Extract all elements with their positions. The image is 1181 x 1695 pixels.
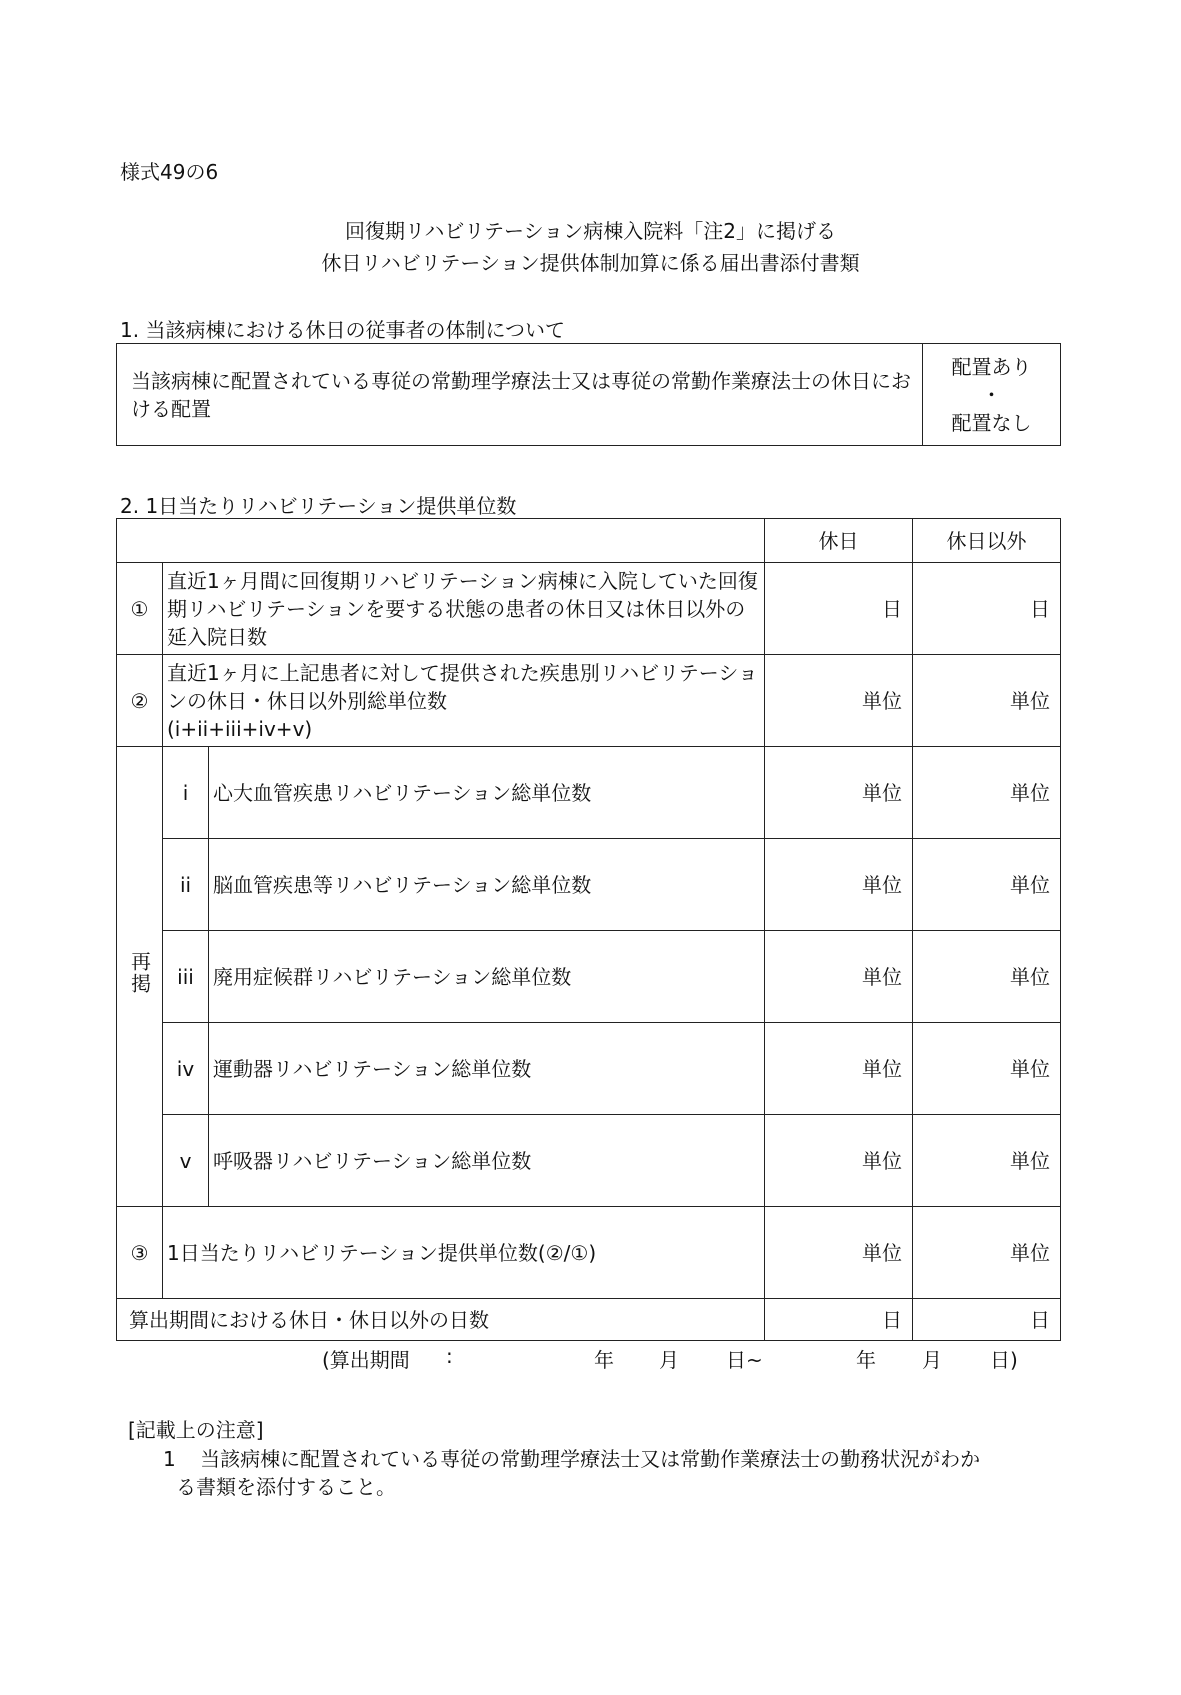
- sub5-holiday-unit: 単位: [862, 1148, 902, 1173]
- sub3-non-holiday-input[interactable]: [913, 931, 1061, 1023]
- sub1-holiday-unit: 単位: [862, 780, 902, 805]
- group-label-cell: [117, 747, 163, 1207]
- sub5-label: 呼吸器リハビリテーション総単位数: [209, 1115, 765, 1207]
- row1-label: 直近1ヶ月間に回復期リハビリテーション病棟に入院していた回復期リハビリテーションを要する状態の患者の休日又は休日以外の延入院日数: [163, 563, 765, 655]
- sub4-label: 運動器リハビリテーション総単位数: [209, 1023, 765, 1115]
- sub2-holiday-input[interactable]: [765, 839, 913, 931]
- document-title-line2: 休日リハビリテーション提供体制加算に係る届出書添付書類: [321, 251, 860, 275]
- row2-non-holiday-input[interactable]: [913, 655, 1061, 747]
- staffing-table: [116, 343, 1061, 446]
- row1-holiday-input[interactable]: [765, 563, 913, 655]
- sub3-number: iii: [163, 931, 209, 1023]
- row3-non-holiday-unit: 単位: [1010, 1240, 1050, 1265]
- row2-non-holiday-unit: 単位: [1010, 688, 1050, 713]
- sub3-holiday-input[interactable]: [765, 931, 913, 1023]
- period-year1: 年: [594, 1348, 614, 1372]
- days-non-holiday-unit: 日: [1030, 1307, 1050, 1332]
- staffing-options[interactable]: [923, 344, 1061, 446]
- days-non-holiday-input[interactable]: [913, 1299, 1061, 1341]
- sub3-label: 廃用症候群リハビリテーション総単位数: [209, 931, 765, 1023]
- section1-heading: 1. 当該病棟における休日の従事者の体制について: [120, 318, 566, 342]
- sub4-non-holiday-input[interactable]: [913, 1023, 1061, 1115]
- row1-non-holiday-input[interactable]: [913, 563, 1061, 655]
- sub2-label: 脳血管疾患等リハビリテーション総単位数: [209, 839, 765, 931]
- notes-heading: [記載上の注意]: [128, 1418, 264, 1442]
- sub1-non-holiday-input[interactable]: [913, 747, 1061, 839]
- days-holiday-input[interactable]: [765, 1299, 913, 1341]
- row1-number: ①: [117, 563, 163, 655]
- row2-label: 直近1ヶ月に上記患者に対して提供された疾患別リハビリテーションの休日・休日以外別総単位数: [167, 660, 758, 713]
- header-holiday: 休日: [765, 519, 913, 563]
- period-month2: 月: [922, 1348, 942, 1372]
- days-holiday-unit: 日: [882, 1307, 902, 1332]
- row2-label-cell: [163, 655, 765, 747]
- row1-holiday-unit: 日: [882, 596, 902, 621]
- sub5-number: v: [163, 1115, 209, 1207]
- sub1-holiday-input[interactable]: [765, 747, 913, 839]
- header-blank: [117, 519, 765, 563]
- row2-holiday-unit: 単位: [862, 688, 902, 713]
- sub1-number: i: [163, 747, 209, 839]
- row1-non-holiday-unit: 日: [1030, 596, 1050, 621]
- period-open: (算出期間: [322, 1348, 410, 1372]
- sub5-non-holiday-input[interactable]: [913, 1115, 1061, 1207]
- sub5-holiday-input[interactable]: [765, 1115, 913, 1207]
- row2-number: ②: [117, 655, 163, 747]
- form-number: 様式49の6: [120, 160, 219, 184]
- option-yes[interactable]: 配置あり: [951, 354, 1032, 379]
- sub3-non-holiday-unit: 単位: [1010, 964, 1050, 989]
- row3-label: 1日当たりリハビリテーション提供単位数(②/①): [163, 1207, 765, 1299]
- sub2-non-holiday-unit: 単位: [1010, 872, 1050, 897]
- units-table: [116, 518, 1061, 1341]
- row3-number: ③: [117, 1207, 163, 1299]
- sub4-holiday-unit: 単位: [862, 1056, 902, 1081]
- document-title-line1: 回復期リハビリテーション病棟入院料「注2」に掲げる: [345, 219, 836, 243]
- period-day1: 日~: [726, 1348, 763, 1372]
- row2-holiday-input[interactable]: [765, 655, 913, 747]
- sub3-holiday-unit: 単位: [862, 964, 902, 989]
- note1-number: 1: [163, 1447, 176, 1471]
- sub4-holiday-input[interactable]: [765, 1023, 913, 1115]
- row2-formula: (i+ii+iii+iv+v): [167, 716, 313, 741]
- row3-non-holiday-input[interactable]: [913, 1207, 1061, 1299]
- period-month1: 月: [659, 1348, 679, 1372]
- period-colon: :: [446, 1344, 453, 1368]
- header-non-holiday: 休日以外: [913, 519, 1061, 563]
- period-day2: 日): [990, 1348, 1018, 1372]
- option-no[interactable]: 配置なし: [951, 410, 1032, 435]
- note1-line2: る書類を添付すること。: [176, 1475, 396, 1499]
- section2-heading: 2. 1日当たりリハビリテーション提供単位数: [120, 494, 517, 518]
- period-year2: 年: [856, 1348, 876, 1372]
- sub4-non-holiday-unit: 単位: [1010, 1056, 1050, 1081]
- row3-holiday-unit: 単位: [862, 1240, 902, 1265]
- sub1-non-holiday-unit: 単位: [1010, 780, 1050, 805]
- note1-line1: [163, 1443, 980, 1472]
- row3-holiday-input[interactable]: [765, 1207, 913, 1299]
- sub2-holiday-unit: 単位: [862, 872, 902, 897]
- sub4-number: iv: [163, 1023, 209, 1115]
- note1-text: 当該病棟に配置されている専従の常勤理学療法士又は常勤作業療法士の勤務状況がわか: [200, 1447, 981, 1471]
- sub5-non-holiday-unit: 単位: [1010, 1148, 1050, 1173]
- staffing-description: 当該病棟に配置されている専従の常勤理学療法士又は専従の常勤作業療法士の休日における配置: [117, 344, 923, 446]
- sub2-non-holiday-input[interactable]: [913, 839, 1061, 931]
- option-separator: ・: [981, 382, 1002, 407]
- days-label: 算出期間における休日・休日以外の日数: [117, 1299, 765, 1341]
- sub2-number: ii: [163, 839, 209, 931]
- sub1-label: 心大血管疾患リハビリテーション総単位数: [209, 747, 765, 839]
- group-label: 再掲: [127, 951, 152, 995]
